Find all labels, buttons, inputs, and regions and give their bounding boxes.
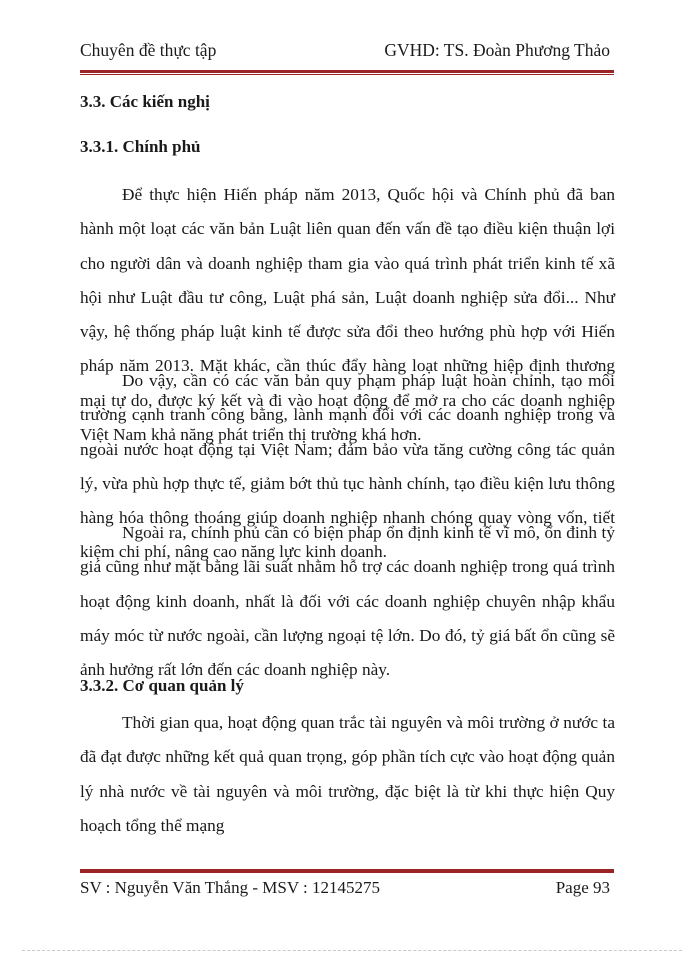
footer-divider	[80, 868, 614, 873]
paragraph: Thời gian qua, hoạt động quan trắc tài nguyên và môi trường ở nước ta đã đạt được những kết quả quan trọng, góp phần tích cực vào hoạt động quản lý nhà nước về tài nguyên và môi trường, đặc biệt là từ khi thực hiện Quy hoạch tổng thể mạng	[80, 713, 615, 835]
subsection-title-management-agency: 3.3.2. Cơ quan quản lý	[80, 676, 244, 695]
header-course-title: Chuyên đề thực tập	[80, 40, 217, 60]
footer-student-info: SV : Nguyễn Văn Thắng - MSV : 12145275	[80, 878, 381, 897]
paragraph: Ngoài ra, chính phủ cần có biện pháp ổn định kinh tế vĩ mô, ổn đinh tỷ giá cũng như mặt bằng lãi suất nhằm hỗ trợ các doanh nghiệp trong quá trình hoạt động kinh doanh, nhất là đối với các doanh nghiệp chuyên nhập khẩu máy móc từ nước ngoài, cần lượng ngoại tệ lớn. Do đó, tỷ giá bất ổn cũng sẽ ảnh hưởng rất lớn đến các doanh nghiệp này.	[80, 523, 615, 680]
subsection-title-government: 3.3.1. Chính phủ	[80, 137, 201, 156]
paragraph: Để thực hiện Hiến pháp năm 2013, Quốc hội và Chính phủ đã ban hành một loạt các văn bản Luật liên quan đến vấn đề tạo điều kiện thuận lợi cho người dân và doanh nghiệp tham gia vào quá trình phát triển kinh tế xã hội như Luật đầu tư công, Luật phá sản, Luật doanh nghiệp sửa đổi... Như vậy, hệ thống pháp luật kinh tế được sửa đổi theo hướng phù hợp với Hiến pháp năm 2013. Mặt khác, cần thúc đẩy hàng loạt những hiệp định thương mại tự do, được ký kết và đi vào hoạt động để mở ra cho các doanh nghiệp Việt Nam khả năng phát triển thị trường khá hơn.	[80, 185, 615, 445]
header-divider	[80, 70, 614, 75]
page-bottom-edge	[22, 950, 682, 951]
page-number: Page 93	[555, 878, 610, 897]
section-title: 3.3. Các kiến nghị	[80, 92, 210, 111]
header-supervisor: GVHD: TS. Đoàn Phương Thảo	[384, 40, 610, 60]
paragraph: Do vậy, cần có các văn bản quy phạm pháp luật hoàn chỉnh, tạo môi trường cạnh tranh công bằng, lành mạnh đối với các doanh nghiệp trong và ngoài nước hoạt động tại Việt Nam; đảm bảo vừa tăng cường công tác quản lý, vừa phù hợp thực tế, giảm bớt thủ tục hành chính, tạo điều kiện lưu thông hàng hóa thông thoáng giúp doanh nghiệp nhanh chóng quay vòng vốn, tiết kiệm chi phí, nâng cao năng lực kinh doanh.	[80, 371, 615, 562]
